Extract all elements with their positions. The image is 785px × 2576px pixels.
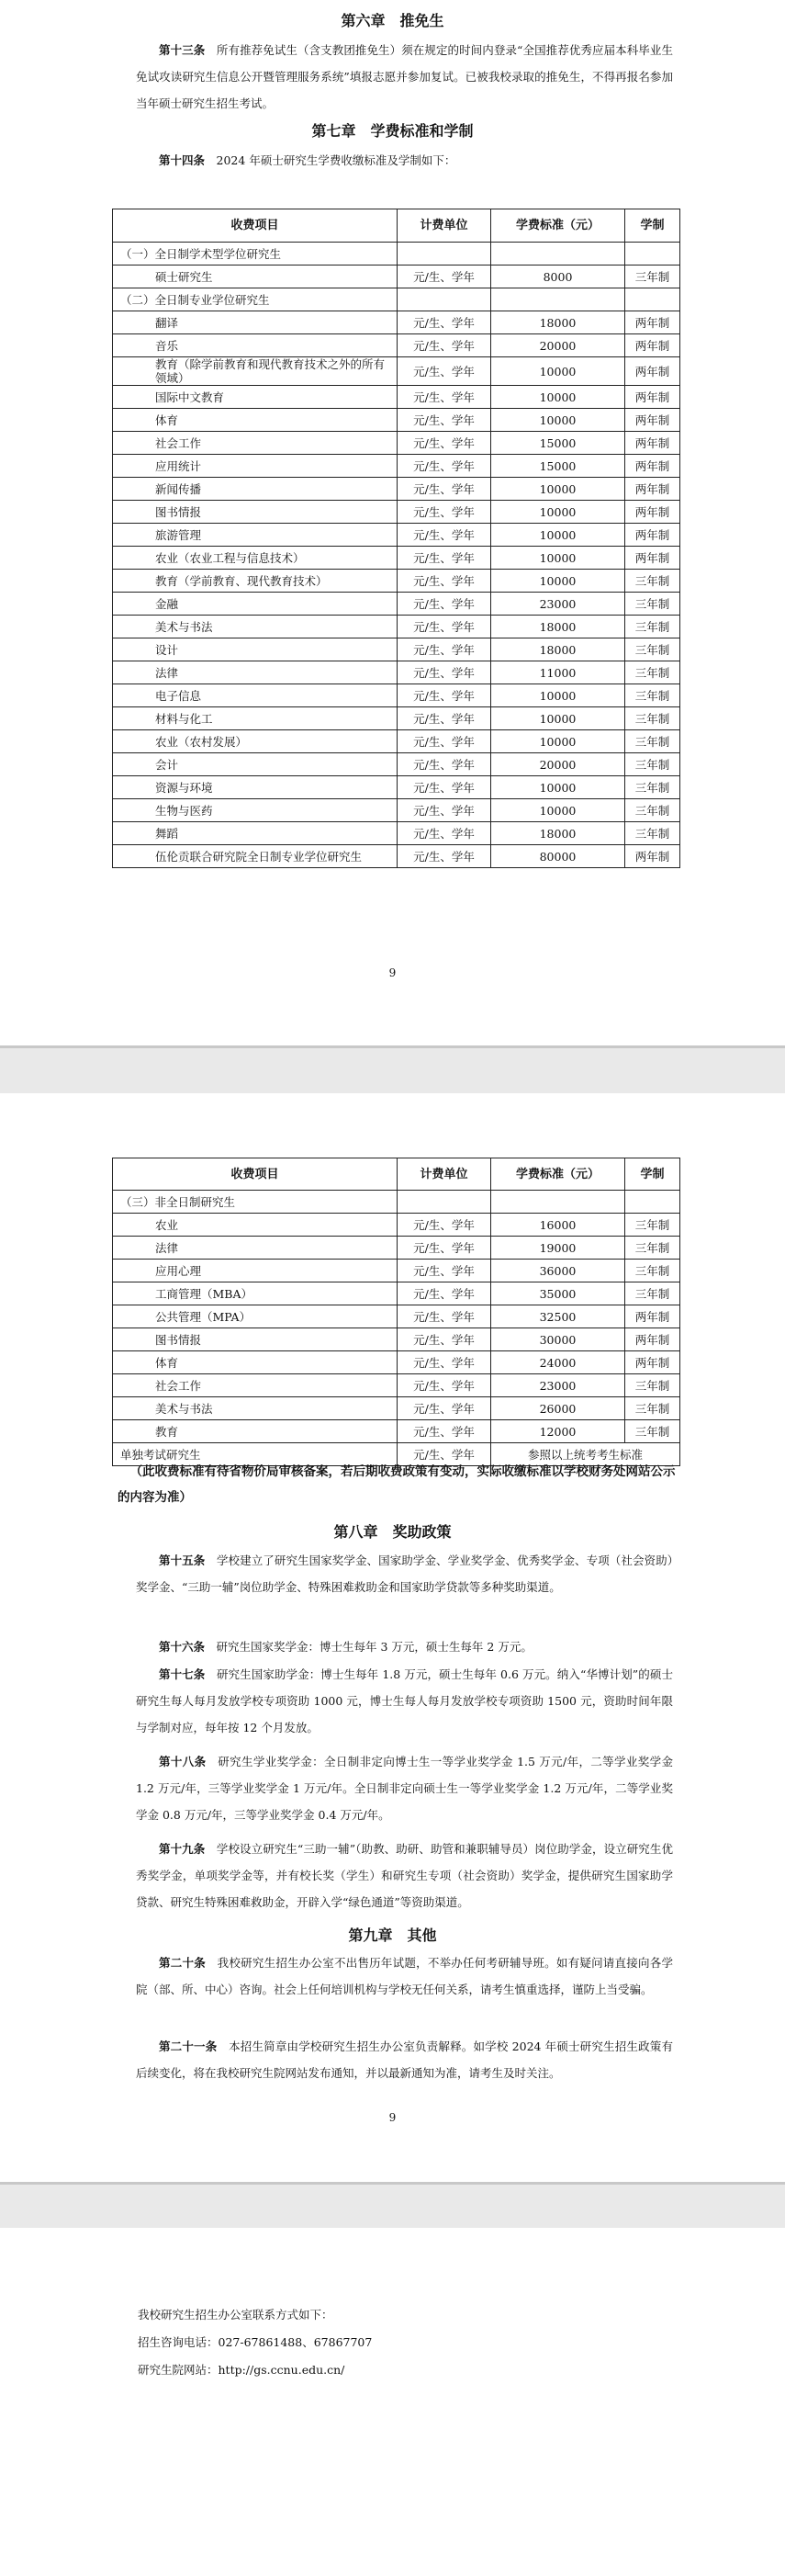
fee-unit: 元/生、学年 [398, 799, 491, 822]
fee-item: 应用心理 [113, 1260, 398, 1282]
fee-amount: 80000 [491, 845, 625, 868]
fee-amount: 参照以上统考考生标准 [491, 1443, 680, 1466]
fee-years: 三年制 [625, 1397, 680, 1420]
fee-years: 三年制 [625, 570, 680, 593]
fee-years: 两年制 [625, 409, 680, 432]
fee-unit: 元/生、学年 [398, 753, 491, 776]
fee-item: 农业（农业工程与信息技术） [113, 547, 398, 570]
fee-years: 三年制 [625, 1420, 680, 1443]
fee-unit: 元/生、学年 [398, 1420, 491, 1443]
article-14-text: 2024 年硕士研究生学费收缴标准及学制如下： [216, 153, 456, 167]
table-row [113, 1305, 680, 1328]
fee-amount: 10000 [491, 409, 625, 432]
fee-amount: 20000 [491, 753, 625, 776]
fee-years: 三年制 [625, 1282, 680, 1305]
fee-amount: 16000 [491, 1214, 625, 1237]
fee-unit: 元/生、学年 [398, 432, 491, 455]
page-number: 9 [388, 2111, 397, 2124]
fee-item: 体育 [113, 1351, 398, 1374]
article-18-label: 第十八条 [159, 1755, 207, 1768]
table-row [113, 661, 680, 684]
fee-unit: 元/生、学年 [398, 1351, 491, 1374]
table-row [113, 730, 680, 753]
fee-amount: 35000 [491, 1282, 625, 1305]
fee-unit: 元/生、学年 [398, 570, 491, 593]
fee-years: 三年制 [625, 776, 680, 799]
category-professional: （二）全日制专业学位研究生 [113, 288, 398, 311]
fee-item: 材料与化工 [113, 707, 398, 730]
fee-amount: 18000 [491, 311, 625, 334]
fee-item: 设计 [113, 638, 398, 661]
table-row [113, 1237, 680, 1260]
fee-amount: 19000 [491, 1237, 625, 1260]
document-page-1 [0, 0, 785, 1045]
table-row [113, 1214, 680, 1237]
fee-years: 两年制 [625, 478, 680, 501]
fee-unit: 元/生、学年 [398, 1374, 491, 1397]
fee-unit: 元/生、学年 [398, 1397, 491, 1420]
fee-item: 教育（除学前教育和现代教育技术之外的所有领域） [113, 357, 398, 386]
fee-years: 三年制 [625, 638, 680, 661]
table-row [113, 593, 680, 616]
table-row [113, 311, 680, 334]
table-row [113, 357, 680, 386]
table-row [113, 478, 680, 501]
fee-item: 公共管理（MPA） [113, 1305, 398, 1328]
table-row [113, 638, 680, 661]
fee-years: 两年制 [625, 1351, 680, 1374]
fee-unit: 元/生、学年 [398, 1328, 491, 1351]
fee-unit: 元/生、学年 [398, 1214, 491, 1237]
fee-years: 三年制 [625, 661, 680, 684]
fee-years: 两年制 [625, 386, 680, 409]
table-row [113, 334, 680, 357]
fee-unit: 元/生、学年 [398, 822, 491, 845]
header-item: 收费项目 [113, 209, 398, 243]
fee-item: 舞蹈 [113, 822, 398, 845]
fee-table-header [113, 1158, 680, 1191]
article-21 [136, 2033, 673, 2086]
fee-amount: 10000 [491, 799, 625, 822]
category-row [113, 243, 680, 266]
fee-years: 两年制 [625, 334, 680, 357]
article-20 [136, 1949, 673, 2003]
fee-years: 三年制 [625, 593, 680, 616]
fee-item: 社会工作 [113, 1374, 398, 1397]
fee-amount: 36000 [491, 1260, 625, 1282]
article-13 [136, 37, 673, 117]
fee-item: 电子信息 [113, 684, 398, 707]
contact-phone: 招生咨询电话：027-67861488、67867707 [138, 2335, 373, 2349]
table-row [113, 455, 680, 478]
fee-item: 生物与医药 [113, 799, 398, 822]
chapter-9-title: 第九章 其他 [348, 1926, 437, 1944]
fee-item: 国际中文教育 [113, 386, 398, 409]
fee-item: 农业（农村发展） [113, 730, 398, 753]
article-13-text: 所有推荐免试生（含支教团推免生）须在规定的时间内登录“全国推荐优秀应届本科毕业生免试攻读研究生信息公开暨管理服务系统”填报志愿并参加复试。已被我校录取的推免生，不得再报名参加当年硕士研究生招生考试。 [136, 43, 673, 110]
contact-website: 研究生院网站：http://gs.ccnu.edu.cn/ [138, 2363, 345, 2377]
fee-amount: 10000 [491, 547, 625, 570]
table-row [113, 707, 680, 730]
fee-amount: 10000 [491, 386, 625, 409]
fee-years: 三年制 [625, 753, 680, 776]
fee-years: 两年制 [625, 524, 680, 547]
fee-years: 三年制 [625, 684, 680, 707]
fee-amount: 15000 [491, 455, 625, 478]
fee-item: 伍伦贡联合研究院全日制专业学位研究生 [113, 845, 398, 868]
table-row [113, 616, 680, 638]
fee-amount: 10000 [491, 524, 625, 547]
page-divider [0, 1045, 785, 1048]
fee-amount: 24000 [491, 1351, 625, 1374]
table-row [113, 501, 680, 524]
fee-amount: 20000 [491, 334, 625, 357]
table-row [113, 432, 680, 455]
fee-years: 三年制 [625, 266, 680, 288]
fee-years: 两年制 [625, 1328, 680, 1351]
fee-item: 图书情报 [113, 1328, 398, 1351]
fee-unit: 元/生、学年 [398, 1282, 491, 1305]
contact-title: 我校研究生招生办公室联系方式如下： [138, 2308, 333, 2322]
table-row [113, 547, 680, 570]
article-16-text: 研究生国家奖学金：博士生每年 3 万元，硕士生每年 2 万元。 [216, 1640, 533, 1654]
fee-item: 金融 [113, 593, 398, 616]
article-15 [136, 1547, 673, 1600]
fee-unit: 元/生、学年 [398, 1237, 491, 1260]
article-21-text: 本招生简章由学校研究生招生办公室负责解释。如学校 2024 年硕士研究生招生政策有后续变化，将在我校研究生院网站发布通知，并以最新通知为准，请考生及时关注。 [136, 2039, 673, 2080]
article-18-text: 研究生学业奖学金：全日制非定向博士生一等学业奖学金 1.5 万元/年，二等学业奖学金 1.2 万元/年，三等学业奖学金 1 万元/年。全日制非定向硕士生一等学业奖学金 1.2 万元/年，二等学业奖学金 0.8 万元/年，三等学业奖学金 0.4 万元/年。 [136, 1755, 673, 1822]
fee-unit: 元/生、学年 [398, 1305, 491, 1328]
fee-amount: 10000 [491, 684, 625, 707]
category-row [113, 288, 680, 311]
fee-unit: 元/生、学年 [398, 455, 491, 478]
article-16 [136, 1633, 673, 1660]
fee-unit: 元/生、学年 [398, 638, 491, 661]
table-row [113, 776, 680, 799]
table-row [113, 409, 680, 432]
fee-years: 两年制 [625, 1305, 680, 1328]
header-fee: 学费标准（元） [491, 1158, 625, 1191]
table-row [113, 845, 680, 868]
header-unit: 计费单位 [398, 1158, 491, 1191]
fee-amount: 10000 [491, 730, 625, 753]
document-page-3 [0, 2228, 785, 2576]
fee-item: 单独考试研究生 [113, 1443, 398, 1466]
fee-item: 旅游管理 [113, 524, 398, 547]
fee-amount: 12000 [491, 1420, 625, 1443]
fee-note: （此收费标准有待省物价局审核备案，若后期收费政策有变动，实际收缴标准以学校财务处网站公示的内容为准） [118, 1464, 676, 1505]
article-16-label: 第十六条 [159, 1640, 206, 1654]
chapter-7-title: 第七章 学费标准和学制 [311, 122, 474, 140]
fee-amount: 8000 [491, 266, 625, 288]
fee-unit: 元/生、学年 [398, 684, 491, 707]
fee-years: 两年制 [625, 357, 680, 386]
fee-item: 音乐 [113, 334, 398, 357]
fee-item: 美术与书法 [113, 1397, 398, 1420]
table-row [113, 386, 680, 409]
fee-years: 两年制 [625, 501, 680, 524]
article-14-label: 第十四条 [159, 153, 206, 167]
table-row [113, 1282, 680, 1305]
fee-unit: 元/生、学年 [398, 593, 491, 616]
table-row [113, 524, 680, 547]
fee-unit: 元/生、学年 [398, 311, 491, 334]
header-item: 收费项目 [113, 1158, 398, 1191]
fee-unit: 元/生、学年 [398, 386, 491, 409]
article-19-text: 学校设立研究生“三助一辅”（助教、助研、助管和兼职辅导员）岗位助学金，设立研究生优秀奖学金，单项奖学金等，并有校长奖（学生）和研究生专项（社会资助）奖学金，提供研究生国家助学贷款、研究生特殊困难救助金，开辟入学“绿色通道”等资助渠道。 [136, 1842, 673, 1909]
fee-unit: 元/生、学年 [398, 409, 491, 432]
fee-unit: 元/生、学年 [398, 266, 491, 288]
document-page-2 [0, 1093, 785, 2182]
fee-amount: 10000 [491, 357, 625, 386]
category-parttime: （三）非全日制研究生 [113, 1191, 398, 1214]
fee-unit: 元/生、学年 [398, 1443, 491, 1466]
fee-item: 教育 [113, 1420, 398, 1443]
article-17 [136, 1661, 673, 1741]
page-number: 9 [388, 966, 397, 979]
header-unit: 计费单位 [398, 209, 491, 243]
fee-unit: 元/生、学年 [398, 357, 491, 386]
fee-item: 社会工作 [113, 432, 398, 455]
fee-amount: 10000 [491, 478, 625, 501]
table-row [113, 1328, 680, 1351]
table-row [113, 753, 680, 776]
article-19-label: 第十九条 [159, 1842, 206, 1856]
fee-amount: 18000 [491, 616, 625, 638]
table-row [113, 1374, 680, 1397]
fee-item: 新闻传播 [113, 478, 398, 501]
fee-amount: 18000 [491, 822, 625, 845]
article-14 [136, 147, 673, 174]
fee-unit: 元/生、学年 [398, 524, 491, 547]
fee-item: 资源与环境 [113, 776, 398, 799]
fee-unit: 元/生、学年 [398, 707, 491, 730]
fee-item: 工商管理（MBA） [113, 1282, 398, 1305]
fee-unit: 元/生、学年 [398, 776, 491, 799]
table-row [113, 684, 680, 707]
fee-amount: 10000 [491, 570, 625, 593]
fee-amount: 10000 [491, 707, 625, 730]
table-row [113, 266, 680, 288]
article-21-label: 第二十一条 [159, 2039, 218, 2053]
article-13-label: 第十三条 [159, 43, 206, 57]
header-years: 学制 [625, 1158, 680, 1191]
fee-years: 两年制 [625, 547, 680, 570]
chapter-6-title: 第六章 推免生 [341, 12, 444, 29]
fee-item: 法律 [113, 1237, 398, 1260]
table-row [113, 799, 680, 822]
chapter-8-title: 第八章 奖助政策 [333, 1523, 452, 1541]
fee-item: 硕士研究生 [113, 266, 398, 288]
article-20-text: 我校研究生招生办公室不出售历年试题，不举办任何考研辅导班。如有疑问请直接向各学院（部、所、中心）咨询。社会上任何培训机构与学校无任何关系，请考生慎重选择，谨防上当受骗。 [136, 1956, 673, 1996]
table-row [113, 1260, 680, 1282]
table-row [113, 1420, 680, 1443]
fee-table-1 [112, 209, 680, 868]
article-18 [136, 1748, 673, 1828]
fee-item: 美术与书法 [113, 616, 398, 638]
article-20-label: 第二十条 [159, 1956, 206, 1970]
article-17-text: 研究生国家助学金：博士生每年 1.8 万元，硕士生每年 0.6 万元。纳入“华博计划”的硕士研究生每人每月发放学校专项资助 1000 元，博士生每人每月发放学校专项资助 1500 元，资助时间年限与学制对应，每年按 12 个月发放。 [136, 1667, 673, 1734]
category-academic: （一）全日制学术型学位研究生 [113, 243, 398, 266]
fee-amount: 15000 [491, 432, 625, 455]
fee-unit: 元/生、学年 [398, 501, 491, 524]
fee-years: 三年制 [625, 1237, 680, 1260]
article-15-text: 学校建立了研究生国家奖学金、国家助学金、学业奖学金、优秀奖学金、专项（社会资助）奖学金、“三助一辅”岗位助学金、特殊困难救助金和国家助学贷款等多种奖助渠道。 [136, 1554, 673, 1594]
fee-years: 两年制 [625, 311, 680, 334]
page-divider [0, 2182, 785, 2185]
fee-amount: 23000 [491, 1374, 625, 1397]
fee-unit: 元/生、学年 [398, 661, 491, 684]
table-row [113, 1397, 680, 1420]
fee-unit: 元/生、学年 [398, 616, 491, 638]
fee-item: 体育 [113, 409, 398, 432]
contact-block [138, 2301, 372, 2384]
fee-years: 两年制 [625, 455, 680, 478]
fee-years: 两年制 [625, 845, 680, 868]
category-row [113, 1191, 680, 1214]
table-row [113, 570, 680, 593]
fee-amount: 10000 [491, 776, 625, 799]
fee-unit: 元/生、学年 [398, 1260, 491, 1282]
fee-amount: 18000 [491, 638, 625, 661]
article-17-label: 第十七条 [159, 1667, 206, 1681]
fee-item: 应用统计 [113, 455, 398, 478]
fee-amount: 26000 [491, 1397, 625, 1420]
fee-item: 翻译 [113, 311, 398, 334]
fee-table-header [113, 209, 680, 243]
header-fee: 学费标准（元） [491, 209, 625, 243]
fee-item: 会计 [113, 753, 398, 776]
fee-years: 三年制 [625, 822, 680, 845]
article-19 [136, 1836, 673, 1915]
header-years: 学制 [625, 209, 680, 243]
fee-amount: 11000 [491, 661, 625, 684]
fee-item: 图书情报 [113, 501, 398, 524]
fee-unit: 元/生、学年 [398, 478, 491, 501]
fee-years: 两年制 [625, 432, 680, 455]
fee-amount: 10000 [491, 501, 625, 524]
fee-amount: 23000 [491, 593, 625, 616]
article-15-label: 第十五条 [159, 1554, 206, 1567]
fee-amount: 30000 [491, 1328, 625, 1351]
fee-years: 三年制 [625, 1374, 680, 1397]
fee-amount: 32500 [491, 1305, 625, 1328]
fee-unit: 元/生、学年 [398, 547, 491, 570]
fee-item: 农业 [113, 1214, 398, 1237]
fee-years: 三年制 [625, 707, 680, 730]
fee-years: 三年制 [625, 1214, 680, 1237]
fee-years: 三年制 [625, 730, 680, 753]
fee-item: 法律 [113, 661, 398, 684]
fee-table-2 [112, 1158, 680, 1466]
fee-item: 教育（学前教育、现代教育技术） [113, 570, 398, 593]
table-row [113, 1351, 680, 1374]
fee-unit: 元/生、学年 [398, 334, 491, 357]
fee-unit: 元/生、学年 [398, 730, 491, 753]
fee-unit: 元/生、学年 [398, 845, 491, 868]
fee-years: 三年制 [625, 1260, 680, 1282]
fee-years: 三年制 [625, 799, 680, 822]
table-row [113, 822, 680, 845]
fee-years: 三年制 [625, 616, 680, 638]
